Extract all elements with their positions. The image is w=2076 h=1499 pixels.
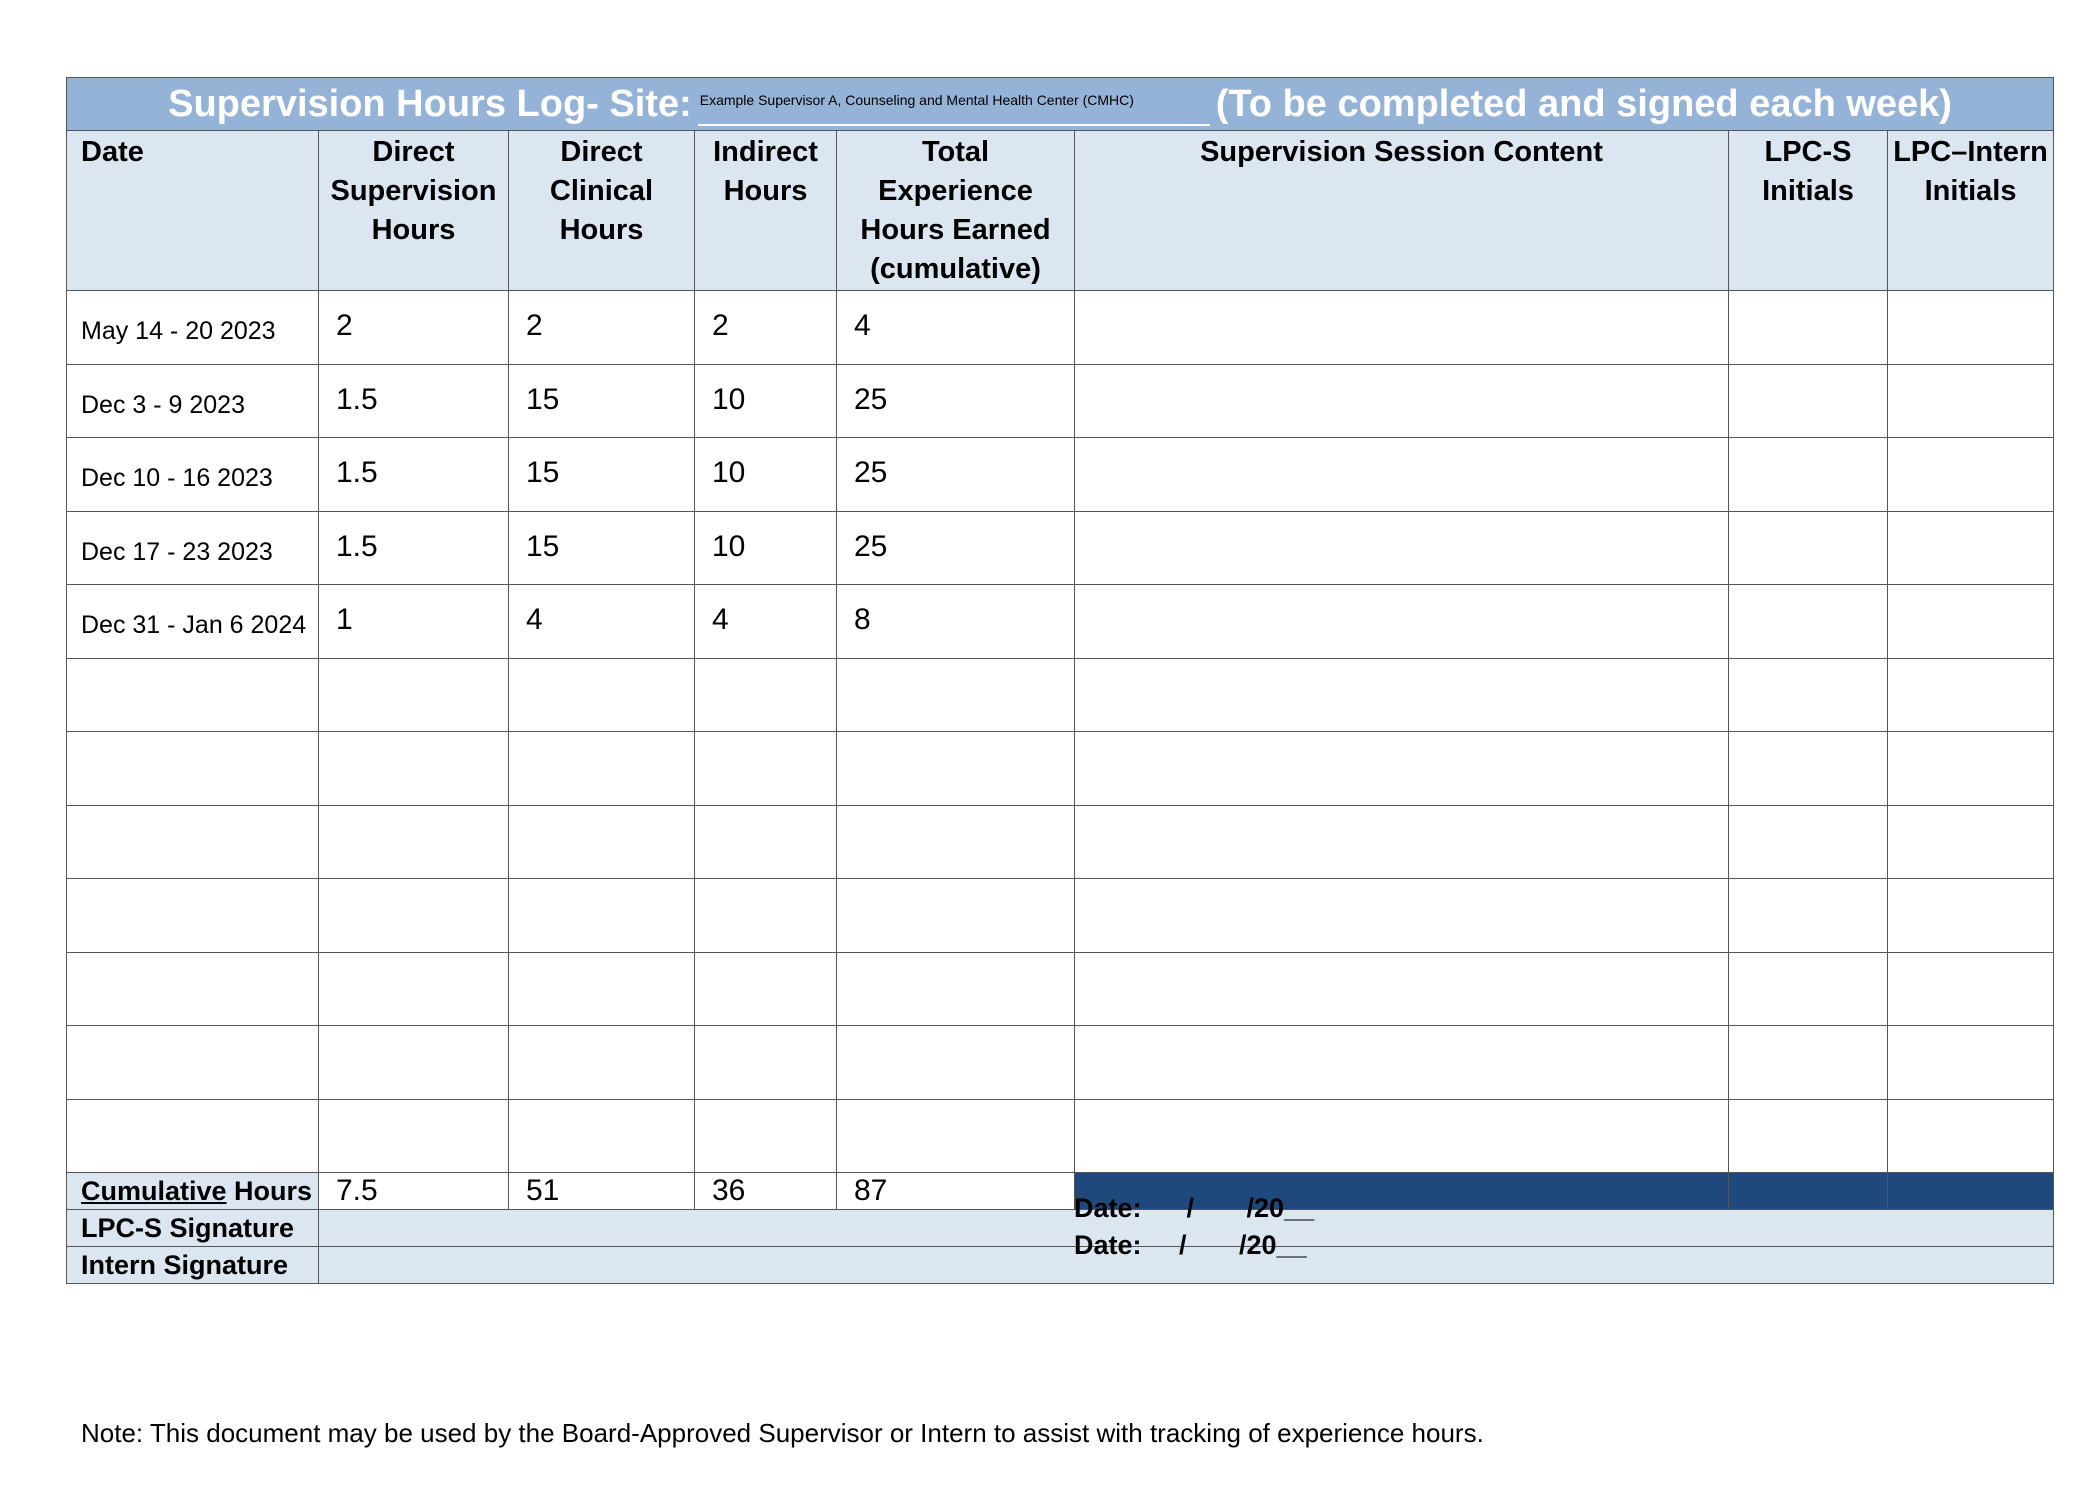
- cumulative-label-rest: Hours: [226, 1175, 313, 1206]
- direct-clinical-cell[interactable]: [509, 879, 695, 953]
- direct-supervision-cell[interactable]: [319, 732, 509, 806]
- date-cell[interactable]: [67, 805, 319, 879]
- lpcs-initials-cell[interactable]: [1729, 732, 1888, 806]
- lpcs-date-label: Date: / /20__: [1074, 1193, 1315, 1223]
- direct-clinical-cell[interactable]: [509, 1026, 695, 1100]
- intern-initials-cell[interactable]: [1888, 732, 2054, 806]
- lpcs-signature-row: [67, 1210, 2054, 1247]
- header-total: [837, 131, 1075, 291]
- lpcs-initials-cell[interactable]: [1729, 511, 1888, 585]
- intern-initials-cell[interactable]: [1888, 438, 2054, 512]
- total-cell[interactable]: [837, 658, 1075, 732]
- lpcs-initials-cell[interactable]: [1729, 364, 1888, 438]
- intern-signature-row: [67, 1247, 2054, 1284]
- total-cell[interactable]: [837, 732, 1075, 806]
- direct-clinical-cell[interactable]: 2: [509, 291, 695, 365]
- header-lpcs-initials: [1729, 131, 1888, 291]
- cumulative-direct-supervision[interactable]: 7.5: [319, 1173, 509, 1210]
- cumulative-row: [67, 1173, 2054, 1210]
- header-line: Indirect: [713, 136, 818, 168]
- direct-supervision-cell[interactable]: 1.5: [319, 438, 509, 512]
- cumulative-label-underlined: Cumulative: [81, 1175, 227, 1206]
- empty-row: [67, 805, 2054, 879]
- header-line: Hours Earned: [860, 214, 1051, 246]
- direct-supervision-cell[interactable]: 1.5: [319, 364, 509, 438]
- cumulative-total[interactable]: 87: [837, 1173, 1075, 1210]
- lpcs-initials-cell[interactable]: [1729, 585, 1888, 659]
- intern-initials-cell[interactable]: [1888, 291, 2054, 365]
- session-content-cell[interactable]: [1075, 511, 1729, 585]
- intern-initials-cell[interactable]: [1888, 511, 2054, 585]
- direct-supervision-cell[interactable]: 1: [319, 585, 509, 659]
- dark-fill-cell: [1888, 1173, 2054, 1210]
- session-content-cell[interactable]: [1075, 438, 1729, 512]
- header-indirect: [695, 131, 837, 291]
- date-cell[interactable]: [67, 879, 319, 953]
- date-cell[interactable]: Dec 17 - 23 2023: [67, 511, 319, 585]
- header-line: Total: [921, 136, 990, 168]
- header-line: Hours: [723, 175, 808, 207]
- table-row: [67, 585, 2054, 659]
- empty-row: [67, 658, 2054, 732]
- direct-supervision-cell[interactable]: [319, 658, 509, 732]
- table-row: [67, 511, 2054, 585]
- date-cell[interactable]: [67, 658, 319, 732]
- empty-row: [67, 1099, 2054, 1173]
- session-content-cell[interactable]: [1075, 658, 1729, 732]
- supervision-log-table: [66, 77, 2054, 1284]
- log-title: [67, 78, 2054, 131]
- direct-clinical-cell[interactable]: [509, 1099, 695, 1173]
- title-prefix: Supervision Hours Log- Site:: [168, 82, 692, 125]
- header-line: Hours: [371, 214, 456, 246]
- intern-initials-cell[interactable]: [1888, 1026, 2054, 1100]
- title-suffix: (To be completed and signed each week): [1215, 82, 1952, 125]
- cumulative-indirect[interactable]: 36: [695, 1173, 837, 1210]
- header-row: [67, 131, 2054, 291]
- dark-fill-cell: [1729, 1173, 1888, 1210]
- indirect-cell[interactable]: [695, 732, 837, 806]
- intern-initials-cell[interactable]: [1888, 658, 2054, 732]
- direct-supervision-cell[interactable]: [319, 1099, 509, 1173]
- header-session-content: Supervision Session Content: [1075, 131, 1729, 291]
- intern-signature-label: Intern Signature: [67, 1247, 319, 1284]
- header-line: Direct: [372, 136, 455, 168]
- date-cell[interactable]: [67, 1026, 319, 1100]
- date-cell[interactable]: [67, 1099, 319, 1173]
- footnote: Note: This document may be used by the Board-Approved Supervisor or Intern to assist with tracking of experience hours.: [81, 1418, 1484, 1448]
- session-content-cell[interactable]: [1075, 585, 1729, 659]
- direct-clinical-cell[interactable]: 15: [509, 511, 695, 585]
- indirect-cell[interactable]: [695, 879, 837, 953]
- lpcs-initials-cell[interactable]: [1729, 1099, 1888, 1173]
- direct-clinical-cell[interactable]: [509, 805, 695, 879]
- intern-initials-cell[interactable]: [1888, 585, 2054, 659]
- session-content-cell[interactable]: [1075, 805, 1729, 879]
- indirect-cell[interactable]: [695, 1099, 837, 1173]
- total-cell[interactable]: [837, 805, 1075, 879]
- session-content-cell[interactable]: [1075, 1026, 1729, 1100]
- direct-supervision-cell[interactable]: [319, 805, 509, 879]
- indirect-cell[interactable]: [695, 1026, 837, 1100]
- header-line: Hours: [559, 214, 644, 246]
- cumulative-label: [67, 1173, 319, 1210]
- header-line: Initials: [1762, 175, 1854, 207]
- intern-date-label: Date: / /20__: [1074, 1230, 1307, 1260]
- session-content-cell[interactable]: [1075, 952, 1729, 1026]
- header-line: Supervision: [330, 175, 497, 207]
- indirect-cell[interactable]: 10: [695, 438, 837, 512]
- indirect-cell[interactable]: 4: [695, 585, 837, 659]
- lpcs-initials-cell[interactable]: [1729, 658, 1888, 732]
- session-content-cell[interactable]: [1075, 291, 1729, 365]
- header-intern-initials: [1888, 131, 2054, 291]
- lpcs-initials-cell[interactable]: [1729, 291, 1888, 365]
- total-cell[interactable]: [837, 879, 1075, 953]
- header-line: Direct: [560, 136, 643, 168]
- direct-clinical-cell[interactable]: 15: [509, 364, 695, 438]
- date-cell[interactable]: Dec 3 - 9 2023: [67, 364, 319, 438]
- lpcs-initials-cell[interactable]: [1729, 805, 1888, 879]
- date-cell[interactable]: May 14 - 20 2023: [67, 291, 319, 365]
- header-direct-clinical: [509, 131, 695, 291]
- date-cell[interactable]: [67, 952, 319, 1026]
- direct-clinical-cell[interactable]: [509, 732, 695, 806]
- total-cell[interactable]: 4: [837, 291, 1075, 365]
- total-cell[interactable]: [837, 952, 1075, 1026]
- indirect-cell[interactable]: 10: [695, 364, 837, 438]
- intern-initials-cell[interactable]: [1888, 805, 2054, 879]
- total-cell[interactable]: [837, 1099, 1075, 1173]
- session-content-cell[interactable]: [1075, 364, 1729, 438]
- session-content-cell[interactable]: [1075, 732, 1729, 806]
- intern-initials-cell[interactable]: [1888, 879, 2054, 953]
- total-cell[interactable]: 25: [837, 438, 1075, 512]
- header-line: (cumulative): [870, 253, 1041, 285]
- header-date: Date: [67, 131, 319, 291]
- intern-initials-cell[interactable]: [1888, 1099, 2054, 1173]
- table-row: [67, 438, 2054, 512]
- empty-row: [67, 879, 2054, 953]
- total-cell[interactable]: 25: [837, 364, 1075, 438]
- direct-supervision-cell[interactable]: [319, 879, 509, 953]
- site-value: Example Supervisor A, Counseling and Mental Health Center (CMHC): [699, 91, 1134, 108]
- direct-clinical-cell[interactable]: 15: [509, 438, 695, 512]
- session-content-cell[interactable]: [1075, 1099, 1729, 1173]
- header-line: Clinical: [549, 175, 654, 207]
- cumulative-direct-clinical[interactable]: 51: [509, 1173, 695, 1210]
- total-cell[interactable]: [837, 1026, 1075, 1100]
- empty-row: [67, 732, 2054, 806]
- table-row: [67, 291, 2054, 365]
- direct-clinical-cell[interactable]: [509, 952, 695, 1026]
- header-line: LPC–Intern: [1893, 136, 2048, 168]
- date-cell[interactable]: Dec 31 - Jan 6 2024: [67, 585, 319, 659]
- indirect-cell[interactable]: [695, 805, 837, 879]
- lpcs-initials-cell[interactable]: [1729, 1026, 1888, 1100]
- date-cell[interactable]: Dec 10 - 16 2023: [67, 438, 319, 512]
- table-row: [67, 364, 2054, 438]
- total-cell[interactable]: 25: [837, 511, 1075, 585]
- direct-clinical-cell[interactable]: [509, 658, 695, 732]
- empty-row: [67, 952, 2054, 1026]
- empty-row: [67, 1026, 2054, 1100]
- direct-clinical-cell[interactable]: 4: [509, 585, 695, 659]
- header-direct-supervision: [319, 131, 509, 291]
- lpcs-initials-cell[interactable]: [1729, 952, 1888, 1026]
- intern-initials-cell[interactable]: [1888, 364, 2054, 438]
- direct-supervision-cell[interactable]: 2: [319, 291, 509, 365]
- intern-signature-field[interactable]: [319, 1230, 2054, 1284]
- total-cell[interactable]: 8: [837, 585, 1075, 659]
- lpcs-initials-cell[interactable]: [1729, 438, 1888, 512]
- indirect-cell[interactable]: 10: [695, 511, 837, 585]
- session-content-cell[interactable]: [1075, 879, 1729, 953]
- direct-supervision-cell[interactable]: [319, 1026, 509, 1100]
- header-line: Experience: [878, 175, 1033, 207]
- header-line: Initials: [1924, 175, 2017, 207]
- indirect-cell[interactable]: [695, 952, 837, 1026]
- header-line: LPC-S: [1764, 136, 1852, 168]
- site-field[interactable]: [698, 84, 1210, 126]
- direct-supervision-cell[interactable]: [319, 952, 509, 1026]
- lpcs-initials-cell[interactable]: [1729, 879, 1888, 953]
- date-cell[interactable]: [67, 732, 319, 806]
- lpcs-signature-label: LPC-S Signature: [67, 1210, 319, 1247]
- indirect-cell[interactable]: 2: [695, 291, 837, 365]
- intern-initials-cell[interactable]: [1888, 952, 2054, 1026]
- direct-supervision-cell[interactable]: 1.5: [319, 511, 509, 585]
- indirect-cell[interactable]: [695, 658, 837, 732]
